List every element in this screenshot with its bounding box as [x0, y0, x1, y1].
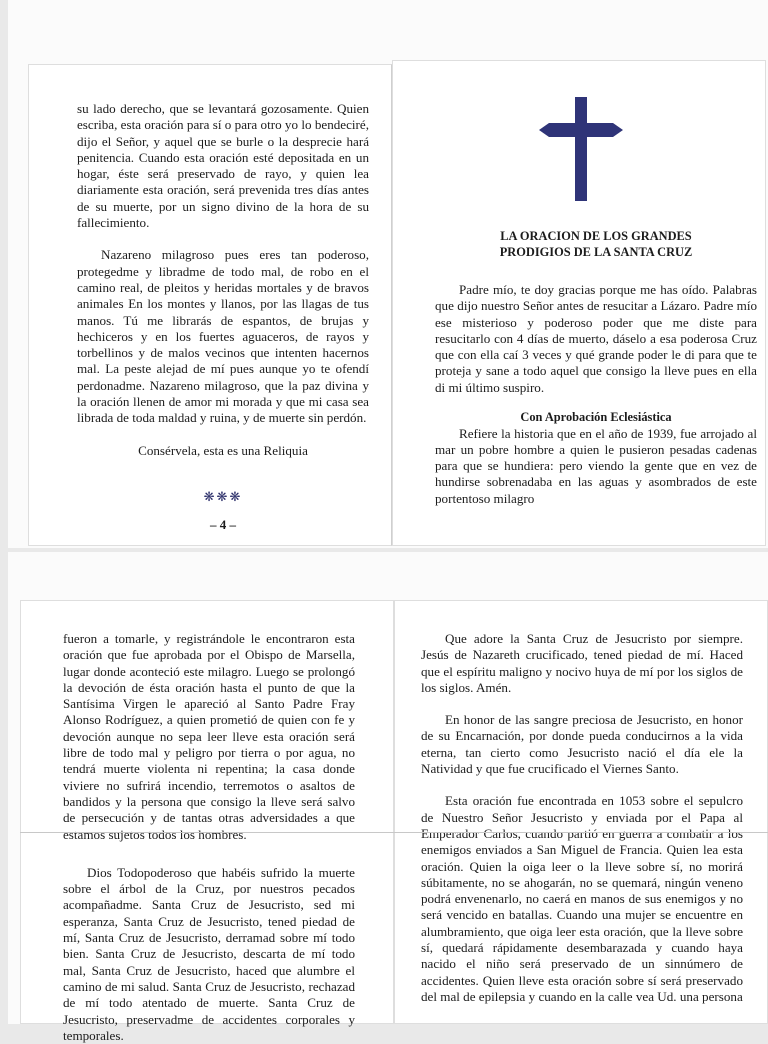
page-one-column	[435, 229, 757, 507]
page-four-paragraph-2: Nazareno milagroso pues eres tan poderoso, protegedme y libradme de todo mal, de robo en el camino real, de pleitos y heridas mortales y de bravos animales En los montes y llanos, por las llagas de tus manos. Tú me librarás de espantos, de brujas y hechiceros y en los fuertes aguaceros, de rayos y torbellinos y de malos vecinos que intenten hacernos mal. La peste alejad de mí pues aunque yo te ofendí perdonadme. Nazareno milagroso, que la paz divina y la oración llenen de amor mi morada y que mi casa sea librada de toda maldad y ruina, y de muerte sin perdón.	[77, 247, 369, 426]
page-four-column	[77, 101, 369, 533]
fold-line	[20, 832, 768, 833]
page-two-column	[63, 631, 355, 1044]
page-two-paragraph-2: Dios Todopoderoso que habéis sufrido la muerte sobre el árbol de la Cruz, por nuestros pecados acompañadme. Santa Cruz de Jesucristo, sed mi esperanza, Santa Cruz de Jesucristo, tened piedad de mí, Santa Cruz de Jesucristo, derramad sobre mí todo bien. Santa Cruz de Jesucristo, descarta de mí todo mal, Santa Cruz de Jesucristo, haced que alumbre el camino de mi salud. Santa Cruz de Jesucristo, rechazad de mí todo atentado de muerte. Santa Cruz de Jesucristo, preservadme de accidentes corporales y temporales.	[63, 864, 355, 1043]
cross-icon	[539, 97, 623, 201]
page-three	[394, 600, 768, 1024]
page-three-paragraph-3: Esta oración fue encontrada en 1053 sobre el sepulcro de Nuestro Señor Jesucristo y enviada por el Papa al Emperador Carlos, cuando partió en guerra a combatir a los enemigos enviados a San Miguel de Francia. Quien lea esta oración. Quien la oiga leer o la lleve sobre sí, no morirá súbitamente, no se ahogarán, no se quemará, ningún veneno podrá envenenarlo, no caerá en manos de sus enemigos y no será vencido en batallas. Cuando una mujer se encuentre en alumbramiento, que oiga leer esta oración, que la lleve sobre sí, quedará rápidamente desembarazada y cuando haya nacido el niño será preservado de un sinnúmero de accidentes. Quien lleve esta oración sobre sí será preservado del mal de epilepsia y cuando en la calle vea Ud. una persona	[421, 793, 743, 1004]
relic-line: Consérvela, esta es una Reliquia	[138, 442, 308, 458]
page-number: – 4 –	[210, 516, 236, 532]
snowflake-ornament-icon: ❋❋❋	[203, 488, 243, 504]
prayer-title-line-2: PRODIGIOS DE LA SANTA CRUZ	[499, 244, 693, 259]
page-one-paragraph-1: Padre mío, te doy gracias porque me has oído. Palabras que dijo nuestro Señor antes de resucitar a Lázaro. Padre mío ese misterioso y poderoso poder que me diste para resucitarlo con 4 días de muerto, dáselo a esa poderosa Cruz que con ella caí 3 veces y qué grande poder le di para que te proteja y sane a todo aquel que consigo la lleve pues en ella di mi último suspiro.	[435, 282, 757, 395]
page-three-paragraph-1: Que adore la Santa Cruz de Jesucristo por siempre. Jesús de Nazareth crucificado, tened piedad de mí. Haced que el espíritu maligno y nocivo huya de mí por los siglos de los siglos. Amén.	[421, 631, 743, 695]
page-three-paragraph-2: En honor de las sangre preciosa de Jesucristo, en honor de su Encarnación, por donde pueda conducirnos a la vida eterna, tan cierto como Jesucristo nació el día ele la Natividad y que fue crucificado el Viernes Santo.	[421, 712, 743, 777]
page-one-paragraph-2: Refiere la historia que en el año de 1939, fue arrojado al mar un pobre hombre a quien le pusieron pesadas cadenas para que se hundiera: pero viendo la gente que en vez de hundirse sobrenadaba en las aguas y asombrados de este portentoso milagro	[435, 425, 757, 506]
page-two-paragraph-1: fueron a tomarle, y registrándole le encontraron esta oración que fue aprobada por el Obispo de Marsella, lugar donde aconteció este milagro. Luego se prolongó la devoción de ésta oración hasta el punto de que la Santísima Virgen le apareció al Santo Padre Fray Alonso Rodríguez, a quien prometió de quien con fe y devoción aunque no sepa leer lleve esta oración será libre de todo mal y peligro por tierra o por agua, no tendrá muerte violenta ni repentina; la casa donde viviere no sufrirá incendio, terremotos o asaltos de bandidos y la persona que consigo la lleve será salvo de persecución y de tantas otras adversidades a que estamos sujetos todos los hombres.	[63, 631, 355, 842]
page-one	[392, 60, 766, 546]
page-three-column	[421, 631, 743, 1005]
page-four-paragraph-1: su lado derecho, que se levantará gozosamente. Quien escriba, esta oración para sí o para otro yo lo bendeciré, dijo el Señor, y aquel que se burle o la desprecie hará penitencia. Cuando esta oración esté depositada en un hogar, éste será preservado de rayo, y quien lea diariamente esta oración, será prevenida tres días antes de su muerte, por un signo divino de la hora de su fallecimiento.	[77, 101, 369, 231]
page-four	[28, 64, 392, 546]
approval-subheading: Con Aprobación Eclesiástica	[520, 410, 672, 425]
page-two	[20, 600, 394, 1043]
prayer-title-line-1: LA ORACION DE LOS GRANDES	[500, 229, 692, 243]
